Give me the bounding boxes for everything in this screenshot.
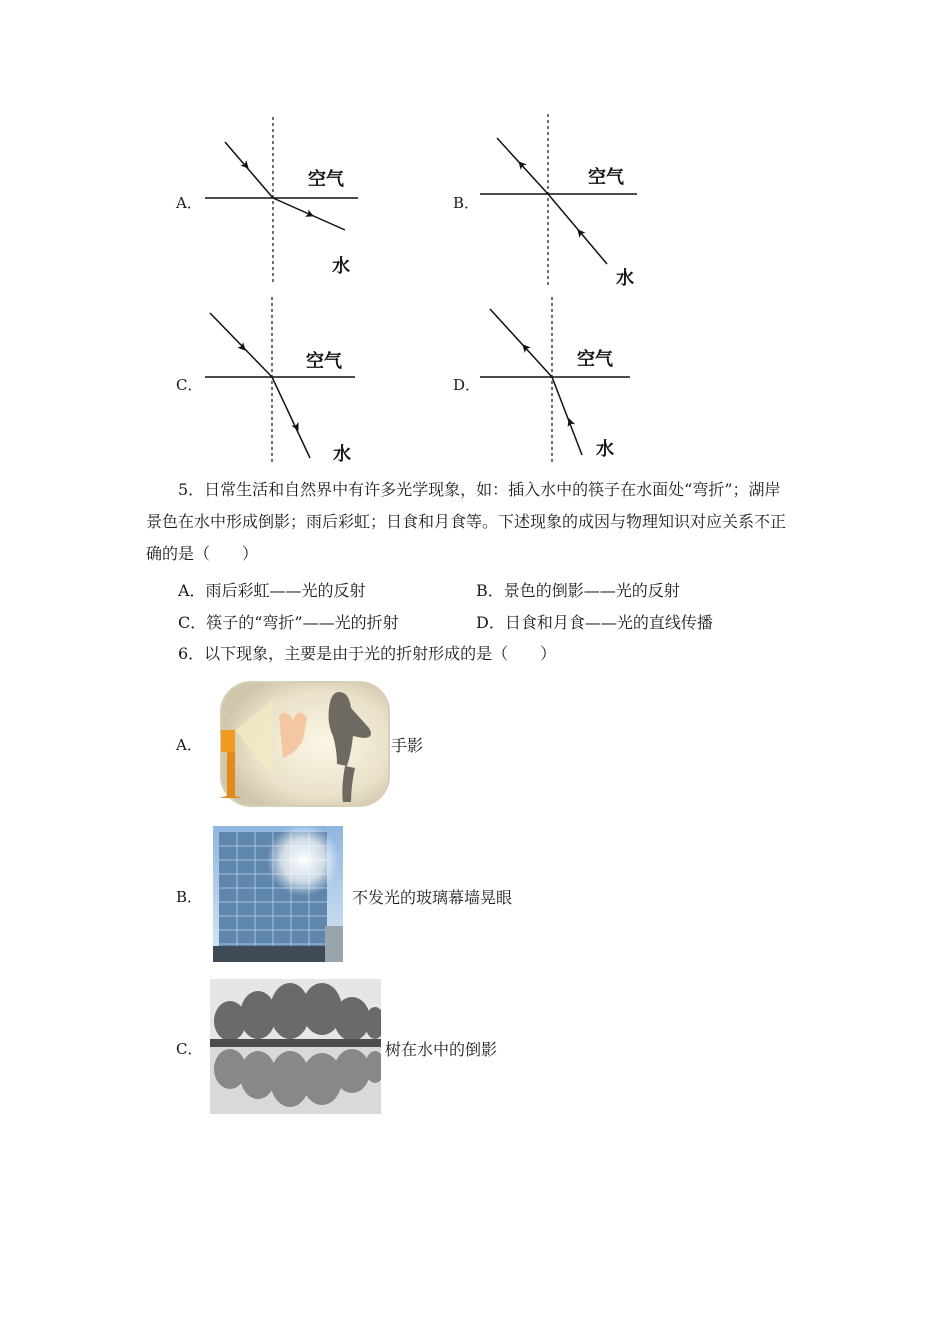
air-label: 空气	[588, 167, 624, 188]
q6-option-c-caption: 树在水中的倒影	[385, 1040, 498, 1059]
q6-option-a-label: A．	[176, 736, 202, 754]
q6-option-c-label: C．	[176, 1040, 203, 1058]
option-d-label: D．	[453, 376, 481, 394]
air-label: 空气	[306, 351, 342, 372]
q5-option-d[interactable]: D．日食和月食——光的直线传播	[476, 613, 713, 632]
reflected-ray	[497, 138, 548, 194]
refraction-diagram-a	[200, 112, 370, 292]
refraction-diagram-d	[475, 295, 645, 470]
q5-stem-line1: 5．日常生活和自然界中有许多光学现象，如：插入水中的筷子在水面处“弯折”；湖岸	[178, 480, 781, 499]
refracted-ray	[272, 377, 310, 458]
incident-ray	[210, 313, 272, 377]
option-b-label: B．	[453, 194, 480, 212]
glass-curtain-wall-image[interactable]	[213, 826, 343, 962]
incident-ray	[548, 194, 607, 264]
air-label: 空气	[577, 349, 613, 370]
q5-option-c[interactable]: C．筷子的“弯折”——光的折射	[178, 613, 399, 632]
air-label: 空气	[308, 169, 344, 190]
refraction-diagram-b	[475, 112, 650, 292]
water-label: 水	[332, 256, 350, 277]
q5-stem-line2: 景色在水中形成倒影；雨后彩虹；日食和月食等。下述现象的成因与物理知识对应关系不正	[146, 512, 787, 531]
q5-stem-line3: 确的是（ ）	[146, 544, 259, 563]
q5-option-a[interactable]: A．雨后彩虹——光的反射	[178, 581, 366, 600]
incident-ray	[225, 142, 273, 198]
q6-stem: 6．以下现象，主要是由于光的折射形成的是（ ）	[178, 644, 557, 663]
option-a-label: A．	[176, 194, 202, 212]
tree-reflection-image[interactable]	[210, 979, 381, 1114]
q6-option-b-label: B．	[176, 888, 203, 906]
water-label: 水	[333, 444, 351, 465]
hand-shadow-image[interactable]	[213, 678, 391, 808]
water-label: 水	[596, 439, 614, 460]
q6-option-b-caption: 不发光的玻璃幕墙晃眼	[352, 888, 513, 907]
reflected-ray	[490, 309, 552, 377]
q5-option-b[interactable]: B．景色的倒影——光的反射	[476, 581, 680, 600]
option-c-label: C．	[176, 376, 203, 394]
incident-ray	[552, 377, 582, 455]
refraction-diagram-c	[200, 295, 370, 470]
water-label: 水	[616, 268, 634, 289]
q6-option-a-caption: 手影	[391, 736, 424, 755]
refracted-ray	[273, 198, 345, 230]
